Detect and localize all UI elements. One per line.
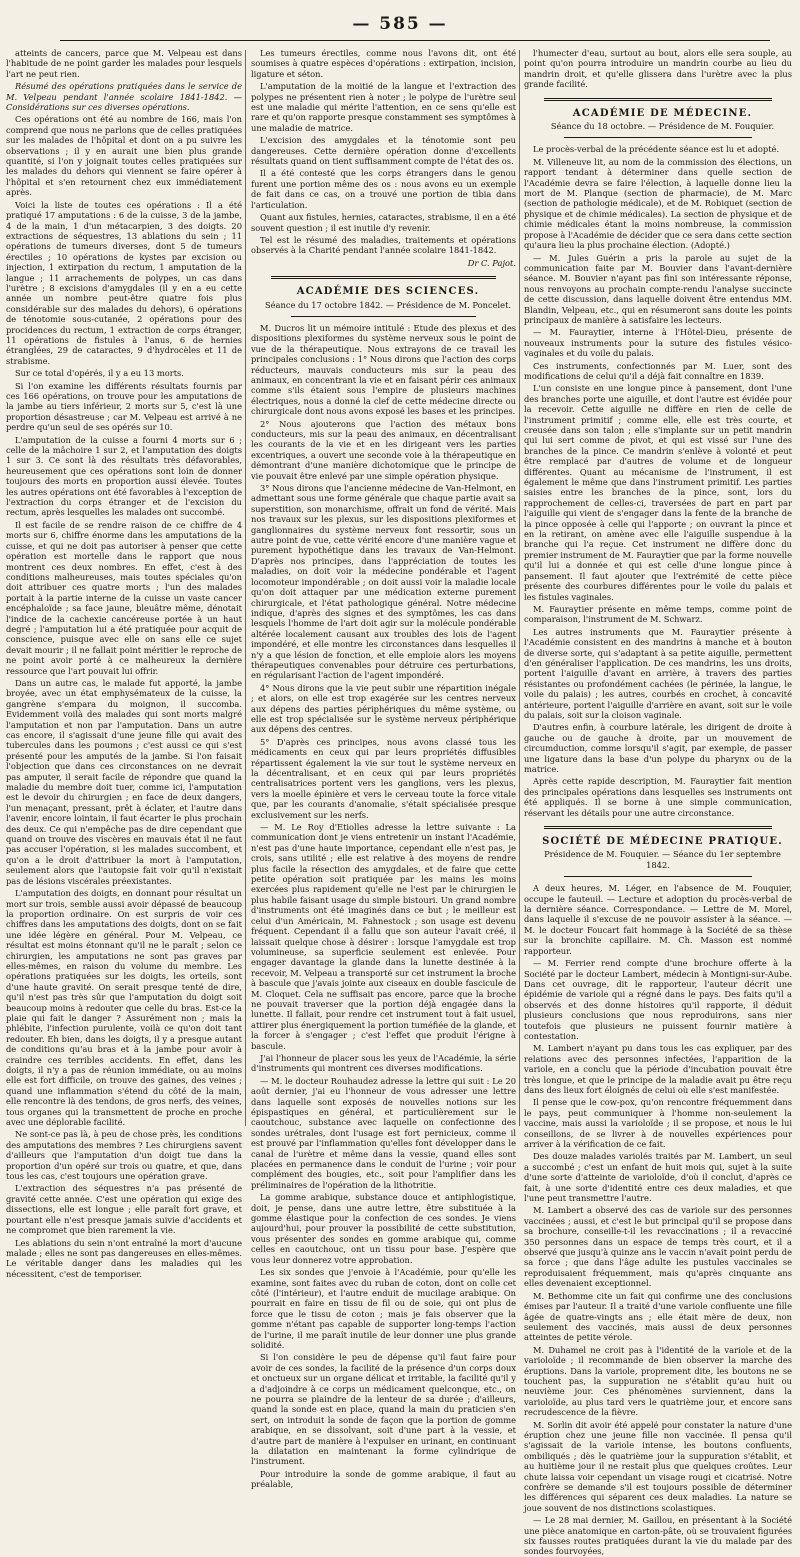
section-title-academie-medecine: ACADÉMIE DE MÉDECINE.	[572, 107, 753, 119]
paragraph: M. Lambert a observé des cas de variole sur des personnes vaccinées ; aussi, et c'est le but principal qu'il se propose dans sa brochure, conseille-t-il les revaccinations ; il a revacciné 350 personnes dans un espace de temps très court, et il a observé que jusqu'à quinze ans le vaccin n'avait point perdu de sa force ; que dans l'âge adulte les pustules vaccinales se reproduisaient fréquemment, mais qu'après cinquante ans elles devenaient exceptionnel.	[524, 1205, 792, 1289]
paragraph: La gomme arabique, substance douce et antiphlogistique, doit, je pense, dans une autre lettre, être substituée à la gomme élastique pour la confection de ces sondes. Je viens aujourd'hui, pour prouver la possibilité de cette substitution, vous présenter des sondes en gomme arabique qui, comme celles en caoutchouc, ont un tissu pour base. J'espère que vous leur donnerez votre approbation.	[251, 1192, 516, 1265]
paragraph: 3° Nous dirons que l'ancienne médecine de Van-Helmont, en admettant sous une forme générale que chaque partie avait sa superstition, son monarchisme, offrait un fond de vérité. Mais nos travaux sur les plexus, sur les dispositions plexiformes et ganglionnaires du système nerveux font ressortir, sous un autre point de vue, cette vérité encore d'une manière vague et purement hypothétique dans les travaux de Van-Helmont. D'après nos principes, dans l'appréciation de toutes les maladies, on doit voir la médecine pondérable et l'agent locomoteur impondérable ; on doit aussi voir la maladie locale qu'on doit attaquer par une médication externe purement chirurgicale, et l'état pathologique général. Notre médecine indique, d'après des signes et des symptômes, les cas dans lesquels l'homme de l'art doit agir sur la molécule pondérable altérée localement causant aux troubles des lois de l'agent impondéré, et elle montre les circonstances dans lesquelles il n'y a que lésion de fonction, et elle emploie alors les moyens thérapeutiques convenables pour détruire ces perturbations, en régularisant l'action de l'agent impondéré.	[251, 483, 516, 681]
paragraph: L'amputation de la cuisse a fourni 4 morts sur 6 ; celle de la mâchoire 1 sur 2, et l'amputation des doigts 1 sur 3. Ce sont là des résultats très défavorables, heureusement que ces opérations sont loin de donner toujours des morts en proportion aussi élevée. Toutes les autres opérations ont été favorables à l'exception de l'extraction du corps étranger et de l'excision du rectum, après lesquelles les malades ont succombé.	[6, 434, 242, 518]
paragraph: Il a été contesté que les corps étrangers dans le genou furent une portion même des os : nous avons eu un exemple de fait dans ce cas, on a trouvé une portion de tibia dans l'articulation.	[251, 168, 516, 210]
section-title-societe-medecine-pratique: SOCIÉTÉ DE MÉDECINE PRATIQUE.	[542, 836, 783, 848]
section-title-academie-sciences: ACADÉMIE DES SCIENCES.	[296, 286, 480, 298]
paragraph: M. Bethomme cite un fait qui confirme une des conclusions émises par l'auteur. Il a traité d'une variole confluente une fille âgée de quatre-vingts ans ; elle était mère de deux, non seulement des vaccinés, mais aussi de deux personnes atteintes de petite vérole.	[524, 1290, 792, 1343]
paragraph: — M. le docteur Rouhaudez adresse la lettre qui suit : Le 20 août dernier, j'ai eu l'honneur de vous adresser une lettre dans laquelle sont exposés de nouvelles notions sur les épispastiques en général, et particulièrement sur le caoutchouc, substance avec laquelle on confectionne des sondes urétrales, dont l'usage est fort pernicieux, comme il est prouvé par l'inflammation qu'elles font développer dans le canal de l'urètre et même dans la vessie, quand elles sont placées en permanence dans le conduit de l'urine ; voir pour complément des bougies, etc., soit pour l'amplifier dans les préliminaires de l'opération de la lithotritie.	[251, 1075, 516, 1190]
paragraph: Dans un autre cas, le malade fut apporté, la jambe broyée, avec un état emphysémateux de la cuisse, la gangrène s'empara du moignon, il succomba. Evidemment voilà des malades qui sont morts malgré l'amputation et non par l'amputation. Dans un autre cas encore, il s'agissait d'une jeune fille qui avait des tubercules dans les poumons ; c'est aussi ce qui s'est présenté pour les amputés de la jambe. Si l'on faisait l'objection que dans ces circonstances on ne devrait pas amputer, il serait facile de répondre que quand la maladie du membre doit tuer, comme ici, l'amputation est le devoir du chirurgien ; en face de deux dangers, l'un menaçant, pressant, prêt à éclater, et l'autre dans l'avenir, encore lointain, il faut écarter le plus prochain des deux. Ce qui n'empêche pas de dire cependant que quand on trouve des viscères en mauvais état il ne faut pas accuser l'opération, si les malades succombent, et qu'on a le droit d'attribuer la mort à l'amputation, seulement alors que l'autopsie fait voir qu'il n'existait pas de lésions viscérales préexistantes.	[6, 677, 242, 886]
paragraph: Après cette rapide description, M. Fauraytier fait mention des principales opérations dans lesquelles ses instruments ont été appliqués. Il se borne à une simple communication, réservant les détails pour une autre circonstance.	[524, 776, 792, 818]
column-divider	[519, 50, 520, 1126]
paragraph: M. Fauraytier présente en même temps, comme point de comparaison, l'instrument de M. Schwarz.	[524, 603, 792, 625]
paragraph: Ne sont-ce pas là, à peu de chose près, les conditions des amputations des membres ? Les chirurgiens savent d'ailleurs que l'amputation d'un doigt tue dans la proportion d'un opéré sur trois ou quatre, et que, dans tous les cas, c'est toujours une opération grave.	[6, 1129, 242, 1182]
paragraph: L'amputation des doigts, en donnant pour résultat un mort sur trois, semble aussi avoir dépassé de beaucoup la proportion ordinaire. On est surpris de voir ces chiffres dans les amputations des doigts, dont on se fait une idée légère en général. Pour M. Velpeau, ce résultat est moins étonnant qu'il ne le paraît ; selon ce chirurgien, les amputations ne sont pas graves par elles-mêmes, en raison du volume du membre. Les opérations pratiquées sur les doigts, les orteils, sont d'une haute gravité. On serait presque tenté de dire, qu'il n'est pas très sûr que l'amputation du doigt soit beaucoup moins à redouter que celle du bras. Est-ce la plaie qui fait le danger ? Assurément non ; mais la phlébite, l'infection purulente, voilà ce qu'on doit tant redouter. Eh bien, dans les doigts, il y a presque autant de conditions qu'au bras et à la jambe pour avoir à craindre ces terribles accidents. En effet, dans les doigts, il n'y a pas de réunion immédiate, ou au moins elle est fort difficile, on trouve des gaines, des veines ; quand une inflammation s'étend du côté de la main, elle rencontre là des tendons, de gros nerfs, des veines, tous organes qui la transmettent de proche en proche avec une déplorable facilité.	[6, 888, 242, 1128]
paragraph: Les tumeurs érectiles, comme nous l'avons dit, ont été soumises à quatre espèces d'opérations : extirpation, incision, ligature et séton.	[251, 48, 516, 79]
paragraph: — M. Le Roy d'Etiolles adresse la lettre suivante : La communication dont je viens entretenir un instant l'Académie, n'est pas d'une haute importance, cependant elle n'est pas, je crois, sans utilité ; elle est relative à des moyens de rendre plus facile la résection des amygdales, et de faire que cette petite opération soit pratiquée par les mains les moins exercées plus rapidement qu'elle ne l'est par le chirurgien le plus habile faisant usage du simple bistouri. Un grand nombre d'instruments ont été imaginés dans ce but ; le meilleur est celui d'un Américain, M. Fahnestock ; son usage est devenu fréquent. Cependant il a fallu que son auteur l'avait créé, il laissait quelque chose à désirer : lorsque l'amygdale est trop volumineuse, sa superficie seulement est enlevée. Pour engager davantage la glande dans la lunette destinée à la recevoir, M. Velpeau a transporté sur cet instrument la broche à bascule que j'avais jointe aux ciseaux en double fascicule de M. Cloquet. Cela ne suffisait pas encore, parce que la broche ne pouvait traverser que la portion déjà engagée dans la lunette. Il fallait, pour rendre cet instrument tout à fait usuel, attirer plus énergiquement la portion tuméfiée de la glande, et la forcer à s'engager ; c'est l'effet que produit l'érigne à bascule.	[251, 822, 516, 1051]
paragraph: Les six sondes que j'envoie à l'Académie, pour qu'elle les examine, sont faites avec du ruban de coton, dont on colle cet côté (l'intérieur), et l'autre enduit de mucilage arabique. On pourrait en faire en tissu de fil ou de soie, qui ont plus de force que le tissu de coton ; mais je fais observer que la gomme n'étant pas capable de supporter long-temps l'action de l'urine, il me paraît inutile de leur donner une plus grande solidité.	[251, 1267, 516, 1350]
paragraph: M. Lambert n'ayant pu dans tous les cas expliquer, par des relations avec des personnes infectées, l'apparition de la variole, en a conclu que la période d'incubation pouvait être très longue, et que le principe de la maladie avait pu être reçu dans des lieux fort éloignés de celui où elle s'est manifestée.	[524, 1043, 792, 1095]
paragraph: l'humecter d'eau, surtout au bout, alors elle sera souple, au point qu'on pourra introduire un mandrin courbe au lieu du mandrin droit, et qu'elle glissera dans l'urètre avec la plus grande facilité.	[524, 48, 792, 90]
section-separator	[271, 276, 496, 279]
paragraph: Les ablations du sein n'ont entraîné la mort d'aucune malade ; elles ne sont pas dangereuses en elles-mêmes. Le véritable danger dans les maladies qui les nécessitent, c'est de temporiser.	[6, 1237, 242, 1279]
paragraph: Si l'on examine les différents résultats fournis par ces 166 opérations, on trouve pour les amputations de la jambe au tiers inférieur, 2 morts sur 5, c'est là une proportion désastreuse ; car M. Velpeau est arrivé à ne perdre qu'un seul de ses opérés sur 10.	[6, 380, 242, 433]
paragraph: Il pense que le cow-pox, qu'on rencontre fréquemment dans le pays, peut communiquer à l'homme non-seulement la vaccine, mais aussi la varioloïde ; il se propose, et nous le lui conseillons, de se livrer à de nouvelles expériences pour arriver à la vérification de ce fait.	[524, 1097, 792, 1149]
session-line: Présidence de M. Fouquier. — Séance du 1er septembre 1842.	[544, 849, 781, 870]
paragraph: A deux heures, M. Léger, en l'absence de M. Fouquier, occupe le fauteuil. — Lecture et adoption du procès-verbal de la dernière séance. Correspondance. — Lettre de M. Morel, dans laquelle il s'excuse de ne pouvoir assister à la séance. — M. le docteur Foucart fait hommage à la Société de sa thèse sur la bronchite capillaire. M. Ch. Masson est nommé rapporteur.	[524, 883, 792, 956]
page-number: — 585 —	[352, 14, 448, 34]
paragraph: D'autres enfin, à courbure latérale, les dirigent de droite à gauche ou de gauche à droite, par un mouvement de circumduction, comme lorsqu'il s'agit, par exemple, de passer une ligature dans la base d'un polype du pharynx ou de la matrice.	[524, 722, 792, 774]
paragraph: Si l'on considère le peu de dépense qu'il faut faire pour avoir de ces sondes, la facilité de la présence d'un corps doux et onctueux sur un organe délicat et irritable, la facilité qu'il y a d'adjoindre à ce corps un médicament quelconque, etc., on ne pourra se plaindre de la lenteur de sa durée ; d'ailleurs, quand la sonde est en place, quand la main du praticien s'en sert, on introduit la sonde de façon que la portion de gomme arabique, en se dissolvant, soit d'une part à la vessie, et d'autre part de manière à l'expulser en urinant, en continuant la dilatation en maintenant la forme cylindrique de l'instrument.	[251, 1352, 516, 1467]
paragraph: M. Duhamel ne croit pas à l'identité de la variole et de la varioloïde ; il recommande de bien observer la marche des éruptions. Dans la variole, proprement dite, les boutons ne se touchent pas, la suppuration ne s'établit qu'au huit ou neuvième jour. Ces phénomènes surviennent, dans la varioloïde, au plus tard vers le quatrième jour, et encore sans recrudescence de la fièvre.	[524, 1344, 792, 1418]
paragraph: Ces instruments, confectionnés par M. Luer, sont des modifications de celui qu'il a déjà fait connaître en 1839.	[524, 360, 792, 381]
paragraph: Des douze malades variolés traités par M. Lambert, un seul a succombé ; c'est un enfant de huit mois qui, sujet à la suite d'une sorte d'atteinte de varioloïde, d'où il conclut, d'après ce fait, à une sorte d'identité entre ces deux maladies, et que l'une peut transmettre l'autre.	[524, 1151, 792, 1204]
paragraph: 2° Nous ajouterons que l'action des métaux bons conducteurs, mis sur la peau des animaux, en décentralisant les courants de la vie et en les dirigeant vers les parties excentriques, a ouvert une seconde voie à la thérapeutique en démontrant d'une manière dichotomique que le principe de vie pouvait être enlevé par une simple opération physique.	[251, 418, 516, 481]
paragraph: Ces opérations ont été au nombre de 166, mais l'on comprend que nous ne parlons que de celles pratiquées sur les malades de l'hôpital et dont on a pu suivre les observations ; il y en aurait une bien plus grande quantité, si l'on y joignait toutes celles pratiquées sur les malades du dehors qui viennent se faire opérer à l'hôpital et s'en retournent chez eux immédiatement après.	[6, 114, 242, 198]
paragraph: Quant aux fistules, hernies, cataractes, strabisme, il en a été souvent question ; il est inutile d'y revenir.	[251, 212, 516, 233]
paragraph: Tel est le résumé des maladies, traitements et opérations observés à la Charité pendant l'année scolaire 1841-1842.	[251, 234, 516, 256]
section-heading: Résumé des opérations pratiquées dans le service de M. Velpeau pendant l'année scolaire 1841-1842. — Considérations sur ces diverses opérations.	[6, 81, 242, 113]
paragraph: M. Ducros lit un mémoire intitulé : Etude des plexus et des dispositions plexiformes du système nerveux sous le point de vue de la thérapeutique. Nous extrayons de ce travail les principales conclusions : 1° Nous dirons que l'action des corps réducteurs, mauvais conducteurs mis sur la peau des animaux, en concentrant la vie et en faisant périr ces animaux comme s'ils étaient sous l'empire de plusieurs machines électriques, nous a donné la clef de cette médecine directe ou chirurgicale dont nous avons exposé les bases et les principes.	[251, 322, 516, 417]
paragraph: Sur ce total d'opérés, il y a eu 13 morts.	[15, 368, 184, 379]
paragraph: — M. Fauraytier, interne à l'Hôtel-Dieu, présente de nouveaux instruments pour la suture des fistules vésico-vaginales et du voile du palais.	[524, 327, 792, 359]
column-3	[524, 48, 792, 1557]
paragraph: L'un consiste en une longue pince à pansement, dont l'une des branches porte une aiguille, et dont l'autre est évidée pour la recevoir. Cette aiguille ne diffère en rien de celle de l'instrument primitif ; comme elle, elle est très courte, et creusée dans son talon ; elle s'implante sur un petit mandrin qui lui sert comme de pivot, et qui est vissé sur l'une des branches de la pince. Ce mandrin s'enlève à volonté et peut être remplacé par d'autres de volume et de longueur différentes. Quant au mécanisme de l'instrument, il est également le même que dans l'instrument primitif. Les parties saisies entre les branches de la pince, sont, lors du rapprochement de celles-ci, traversées de part en part par l'aiguille qui vient de s'engager dans la fente de la branche de la pince opposée à celle qui l'apporte ; on ouvrant la pince et en la retirant, on amène avec elle l'aiguille suspendue à la branche qui l'a reçue. Cet instrument ne diffère donc du premier instrument de M. Fauraytier que par la forme nouvelle qu'il lui a donnée et qui est celle d'une longue pince à pansement. Il faut ajouter que l'extrémité de cette pièce présente des courbures différentes pour le voile du palais et les fistules vaginales.	[524, 383, 792, 602]
paragraph: M. Villeneuve lit, au nom de la commission des élections, un rapport tendant à déterminer dans quelle section de l'Académie devra se faire l'élection, à laquelle donne lieu la mort de M. Planque (section de pharmacie), de M. Marc (section de pathologie médicale), et de M. Robiquet (section de physique et de chimie médicales). La section de physique et de chimie médicales étant la moins nombreuse, la commission propose à l'Académie de décider que ce sera dans cette section qu'aura lieu la plus prochaine élection. (Adopté.)	[524, 156, 792, 251]
paragraph: Le procès-verbal de la précédente séance est lu et adopté.	[533, 144, 780, 155]
session-line: Séance du 17 octobre 1842. — Présidence de M. Poncelet.	[264, 299, 512, 310]
paragraph: Voici la liste de toutes ces opérations : Il a été pratiqué 17 amputations : 6 de la cuisse, 3 de la jambe, 4 de la main, 1 d'un métacarpien, 3 des doigts. 20 extractions de séquestres, 13 ablations du sein ; 11 opérations de tumeurs diverses, dont 5 de tumeurs érectiles ; 10 opérations de kystes par excision ou injection, 1 extirpation du rectum, 1 amputation de la langue ; 11 arrachements de polypes, un cas dans l'urètre ; 8 excisions d'amygdales (il y en a eu cette année un nombre peut-être quatre fois plus considérable sur des malades du dehors), 6 opérations de ténotomie sous-cutanée, 2 opérations pour des procidences du rectum, 1 extraction de corps étranger, 11 opérations de fistules à l'anus, 6 de hernies étranglées, 29 de cataractes, 9 d'hydrocèles et 11 de strabisme.	[6, 199, 242, 366]
title-rule	[564, 137, 752, 138]
column-divider	[245, 50, 246, 1126]
paragraph: — M. Jules Guérin a pris la parole au sujet de la communication faite par M. Bouvier dans l'avant-dernière séance. M. Bouvier n'ayant pas fini son intéressante réponse, nous renvoyons au prochain compte-rendu l'analyse succincte de cette discussion, dans laquelle doivent être entendus MM. Blandin, Velpeau, etc., qui en résumeront sans doute les points principaux de manière à satisfaire les lecteurs.	[524, 252, 792, 325]
paragraph: Les autres instruments que M. Fauraytier présente à l'Académie consistent en des mandrins à manche et à bouton de diverse sorte, qui s'adaptant à sa petite aiguille, permettent d'en généraliser l'application. De ces mandrins, les uns droits, portent l'aiguille d'avant en arrière, à travers des parties résistantes ou profondément cachées (le périnée, la langue, le voile du palais) ; les autres, courbés en crochet, à concavité antérieure, portent l'aiguille d'arrière en avant, soit sur le voile du palais, soit sur la cloison vaginale.	[524, 626, 792, 720]
title-rule	[291, 316, 476, 317]
paragraph: L'extraction des séquestres n'a pas présenté de gravité cette année. C'est une opération qui exige des dissections, elle est longue ; elle paraît fort grave, et pourtant elle n'est presque jamais suivie d'accidents et ne compromet que bien rarement la vie.	[6, 1183, 242, 1236]
section-separator	[544, 98, 772, 101]
header-rule	[60, 40, 770, 41]
author-signature: Dr C. Pajot.	[467, 257, 516, 268]
section-separator	[544, 826, 772, 829]
paragraph: J'ai l'honneur de placer sous les yeux de l'Académie, la série d'instruments qui montrent ces diverses modifications.	[251, 1052, 516, 1074]
session-line: Séance du 18 octobre. — Présidence de M. Fouquier.	[550, 121, 775, 132]
column-2	[251, 48, 516, 1490]
paragraph: Pour introduire la sonde de gomme arabique, il faut au préalable,	[251, 1468, 516, 1490]
paragraph: L'excision des amygdales et la ténotomie sont peu dangereuses. Cette dernière opération donne d'excellents résultats quand on tient suffisamment compte de l'état des os.	[251, 135, 516, 167]
paragraph: M. Sorlin dit avoir été appelé pour constater la nature d'une éruption chez une jeune fille non vaccinée. Il pensa qu'il s'agissait de la variole intense, les boutons confluents, ombiliqués ; dès le quatrième jour la suppuration s'établit, et au huitième jour il ne restait plus que quelques croûtes. Leur chute laissa voir cependant un visage rougi et cicatrisé. Notre confrère se demande s'il est toujours possible de déterminer les différences qui séparent ces deux maladies. La nature se joue souvent de nos distinctions scolastiques.	[524, 1419, 792, 1513]
paragraph: 5° D'après ces principes, nous avons classé tous les médicaments en ceux qui par leurs propriétés diffusibles répartissent également la vie sur tout le système nerveux en la décentralisant, et en ceux qui par leurs propriétés centralisatrices portent vers les ganglions, vers les plexus, vers la moelle épinière et vers le cerveau toute la force vitale que, par les courants d'anomalie, s'était spécialisée presque exclusivement sur les nerfs.	[251, 736, 516, 820]
title-rule	[564, 876, 752, 877]
paragraph: 4° Nous dirons que la vie peut subir une répartition inégale ; et alors, on elle est trop exagérée sur les centres nerveux aux dépens des parties périphériques du même système, ou elle est trop spécialisée sur le système nerveux périphérique aux dépens des centres.	[251, 682, 516, 735]
paragraph: Il est facile de se rendre raison de ce chiffre de 4 morts sur 6, chiffre énorme dans les amputations de la cuisse, et qui ne doit pas autoriser à penser que cette opération est mortelle dans le rapport que nous montrent ces deux nombres. En effet, c'est à des conditions malheureuses, mais toutes spéciales qu'on doit attribuer ces quatre morts ; l'un des malades portait à la partie interne de la cuisse un vaste cancer encéphaloïde ; sa face jaune, bleuâtre même, dénotait l'indice de la cachexie cancéreuse portée à un haut degré ; l'amputation lui a été pratiquée pour acquit de conscience, puisque avec elle on sans elle ce sujet devait mourir ; il ne fallait point méritier le reproche de ne point avoir porté à ce malheureux la dernière ressource que l'art pouvait lui offrir.	[6, 519, 242, 676]
paragraph: — Le 28 mai dernier, M. Gaillou, en présentant à la Société une pièce anatomique en carton-pâte, où se trouvaient figurées six fausses routes pratiquées durant la vie du malade par des sondes fourvoyées,	[524, 1515, 792, 1557]
paragraph: atteints de cancers, parce que M. Velpeau est dans l'habitude de ne point garder les malades pour lesquels l'art ne peut rien.	[6, 48, 242, 79]
page-header	[0, 14, 800, 44]
paragraph: — M. Ferrier rend compte d'une brochure offerte à la Société par le docteur Lambert, médecin à Montigni-sur-Aube. Dans cet ouvrage, dit le rapporteur, l'auteur décrit une épidémie de variole qui a régné dans le pays. Des faits qu'il a observés et des donne histoires qu'il rapporte, il déduit plusieurs conclusions que nous reproduirons, sans nier toutefois que plusieurs ne puissent fournir matière à contestation.	[524, 958, 792, 1041]
paragraph: L'amputation de la moitié de la langue et l'extraction des polypes ne présentent rien à noter ; le polype de l'urètre seul est une maladie qui mérite l'attention, en ce sens qu'elle est rare et qu'on rapporte presque constamment ses symptômes à une maladie de matrice.	[251, 81, 516, 133]
column-1	[6, 48, 242, 1279]
